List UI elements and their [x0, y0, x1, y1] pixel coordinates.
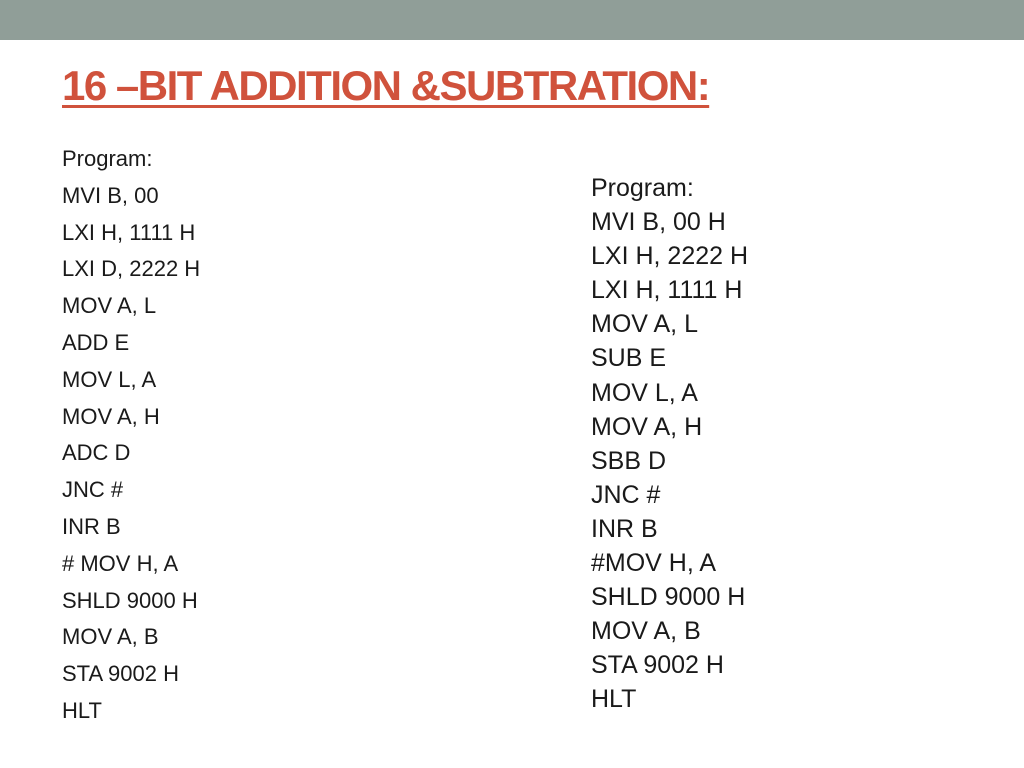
code-line: MOV A, B [62, 624, 159, 650]
code-line: HLT [591, 685, 637, 714]
code-line: INR B [591, 514, 658, 543]
slide-title: 16 –BIT ADDITION &SUBTRATION: [62, 62, 710, 109]
code-line: SUB E [591, 344, 667, 373]
code-line: LXI H, 1111 H [62, 219, 196, 245]
code-line: HLT [62, 697, 102, 723]
code-line: MOV A, H [591, 412, 703, 441]
code-line: MOV A, B [591, 617, 701, 646]
code-line: MOV A, H [62, 403, 160, 429]
code-line: MOV A, L [591, 310, 698, 339]
program-heading: Program: [62, 146, 153, 171]
code-line: ADC D [62, 440, 131, 466]
code-line: STA 9002 H [591, 651, 724, 680]
code-line: MVI B, 00 [62, 182, 159, 208]
code-line: MOV L, A [591, 378, 698, 407]
addition-program [62, 141, 200, 730]
program-heading: Program: [591, 174, 694, 202]
code-line: MOV A, L [62, 293, 157, 319]
code-line: # MOV H, A [62, 550, 179, 576]
code-line: LXI H, 1111 H [591, 276, 743, 305]
subtraction-program [591, 171, 748, 717]
code-line: #MOV H, A [591, 549, 717, 578]
code-line: SHLD 9000 H [62, 587, 198, 613]
code-line: MVI B, 00 H [591, 208, 726, 237]
code-line: JNC # [591, 480, 661, 509]
code-line: LXI H, 2222 H [591, 242, 749, 271]
code-line: STA 9002 H [62, 661, 179, 687]
code-line: LXI D, 2222 H [62, 256, 201, 282]
top-accent-bar [0, 0, 1024, 40]
code-line: ADD E [62, 329, 130, 355]
code-line: SHLD 9000 H [591, 583, 746, 612]
code-line: SBB D [591, 446, 667, 475]
code-line: JNC # [62, 477, 124, 503]
code-line: MOV L, A [62, 366, 157, 392]
code-line: INR B [62, 513, 121, 539]
